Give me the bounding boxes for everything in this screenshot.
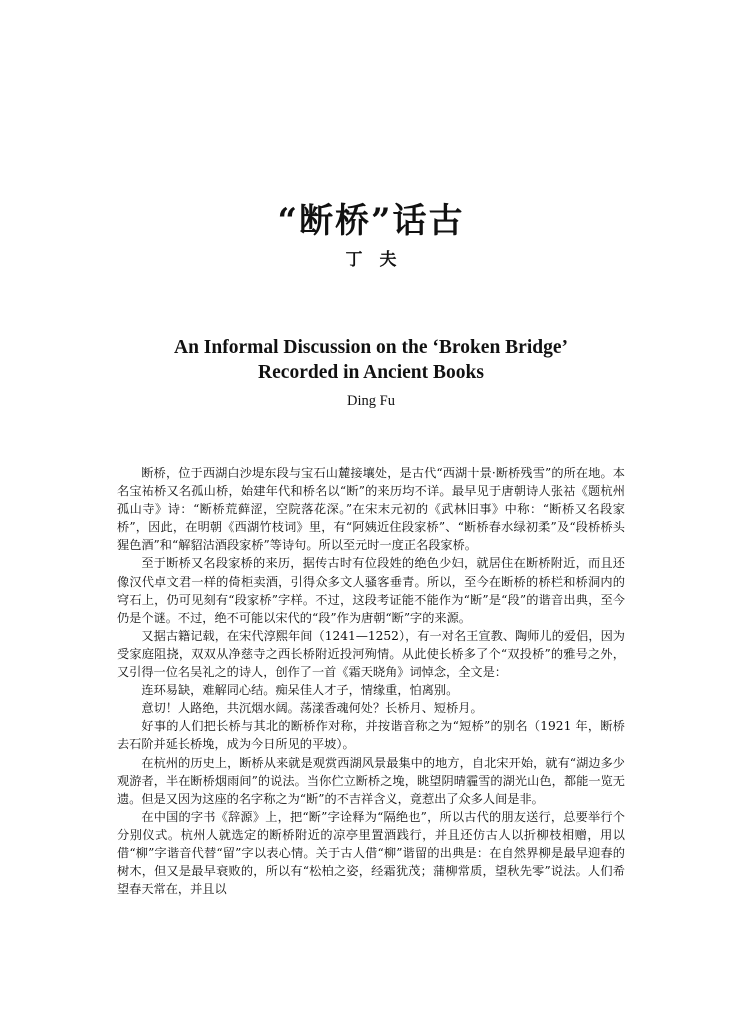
poem-line: 连环易缺，难解同心结。痴呆佳人才子，情缘重，怕离别。	[141, 683, 459, 698]
author-name-english: Ding Fu	[347, 393, 395, 409]
author-name-chinese: 丁 夫	[345, 250, 397, 270]
body-paragraph: 好事的人们把长桥与其北的断桥作对称，并按谐音称之为“短桥”的别名（1921 年，断桥去石阶并延长桥堍，成为今日所见的平坡）。	[117, 719, 625, 752]
body-paragraph: 断桥，位于西湖白沙堤东段与宝石山麓接壤处，是古代“西湖十景·断桥残雪”的所在地。本名宝祐桥又名孤山桥，始建年代和桥名以“断”的来历均不详。最早见于唐朝诗人张祜《题杭州孤山寺》诗：“断桥荒藓涩，空院落花深。”在宋末元初的《武林旧事》中称：“断桥又名段家桥”，因此，在明朝《西湖竹枝词》里，有“阿姨近住段家桥”、“断桥春水绿初柔”及“段桥桥头猩色酒”和“解貂沽酒段家桥”等诗句。所以至元时一度正名段家桥。	[117, 466, 625, 553]
body-paragraph: 在中国的字书《辞源》上，把“断”字诠释为“隔绝也”，所以古代的朋友送行，总要举行个分别仪式。杭州人就选定的断桥附近的凉亭里置酒践行，并且还仿古人以折柳枝相赠，用以借“柳”字谐音代替“留”字以表心情。关于古人借“柳”谐留的出典是：在自然界柳是最早迎春的树木，但又是最早衰败的，所以有“松柏之姿，经霜犹茂；蒲柳常质，望秋先零”说法。人们希望春天常在，并且以	[117, 809, 625, 897]
poem-line: 意切！人路绝，共沉烟水阔。荡漾香魂何处？长桥月、短桥月。	[141, 701, 483, 716]
article-title-chinese: “断桥”话古	[277, 201, 465, 241]
body-paragraph: 在杭州的历史上，断桥从来就是观赏西湖风景最集中的地方，自北宋开始，就有“湖边多少观游者，半在断桥烟雨间”的说法。当你伫立断桥之堍，眺望阴晴霾雪的湖光山色，都能一览无遗。但是又因为这座的名字称之为“断”的不吉祥含义，竟惹出了众多人间是非。	[117, 755, 625, 806]
article-title-english	[60, 335, 682, 385]
body-paragraph: 又据古籍记载，在宋代淳熙年间（1241—1252），有一对名王宣教、陶师儿的爱侣，因为受家庭阻挠，双双从净慈寺之西长桥附近投河殉情。从此使长桥多了个“双投桥”的雅号之外，又引得一位名吴礼之的诗人，创作了一首《霜天晓角》词悼念，全文是：	[117, 628, 625, 680]
article-body	[117, 464, 625, 898]
article-title-english-line-1: An Informal Discussion on the ‘Broken Bridge’	[173, 337, 568, 358]
body-paragraph: 至于断桥又名段家桥的来历，据传古时有位段姓的绝色少妇，就居住在断桥附近，而且还像汉代卓文君一样的倚柜卖酒，引得众多文人骚客垂青。所以，至今在断桥的桥栏和桥洞内的穹石上，仍可见刻有“段家桥”字样。不过，这段考证能不能作为“断”是“段”的谐音出典，至今仍是个谜。不过，绝不可能以宋代的“段”作为唐朝“断”字的来源。	[117, 556, 625, 625]
article-title-english-line-2: Recorded in Ancient Books	[258, 362, 484, 383]
